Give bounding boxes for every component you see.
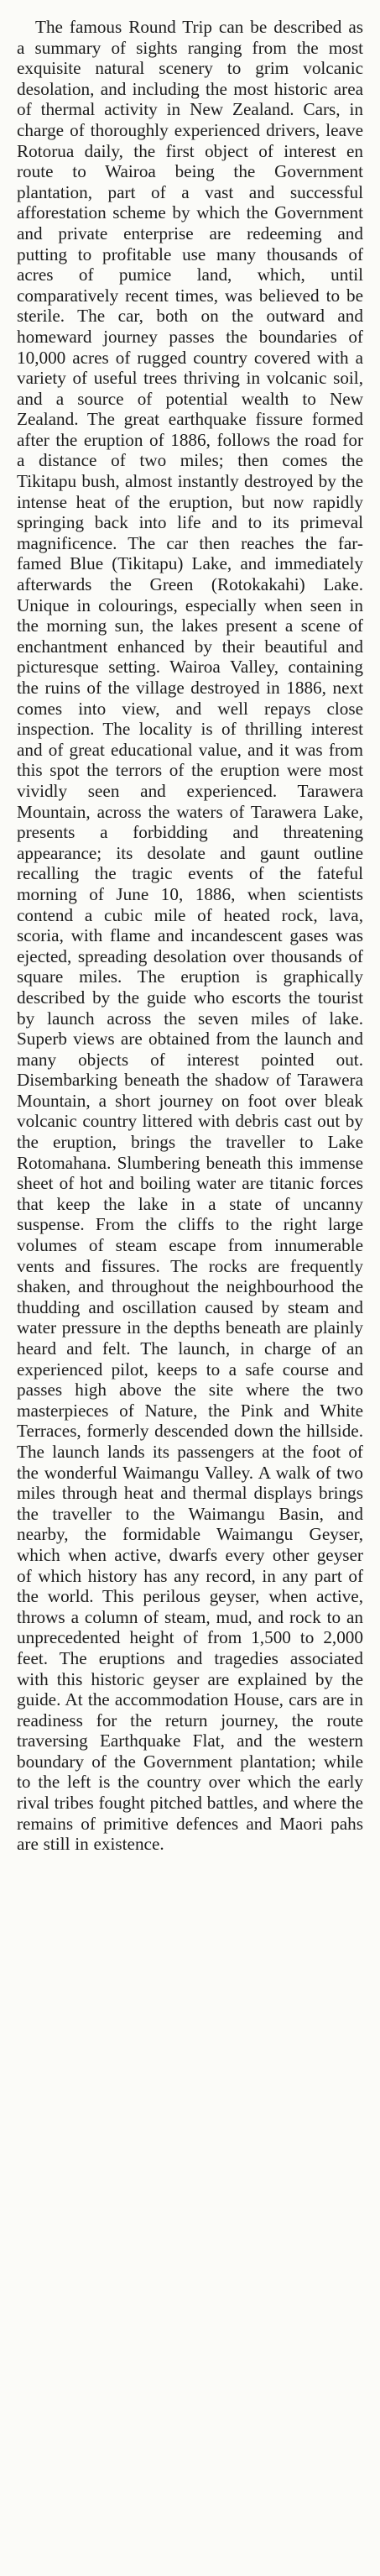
article-body: The famous Round Trip can be described as a summary of sights ranging from the most exquisite natural scenery to grim volcanic desolation, and including the most historic area of thermal activity in New Zealand. Cars, in charge of thoroughly experienced drivers, leave Rotorua daily, the first object of interest en route to Wairoa being the Government plantation, part of a vast and successful afforestation scheme by which the Government and private enterprise are redeeming and putting to profitable use many thousands of acres of pumice land, which, until comparatively recent times, was believed to be sterile. The car, both on the outward and homeward journey passes the boundaries of 10,000 acres of rugged country covered with a variety of useful trees thriving in volcanic soil, and a source of potential wealth to New Zealand. The great earthquake fissure formed after the eruption of 1886, follows the road for a distance of two miles; then comes the Tikitapu bush, almost instantly destroyed by the intense heat of the eruption, but now rapidly springing back into life and to its primeval magnificence. The car then reaches the far-famed Blue (Tikitapu) Lake, and immediately afterwards the Green (Rotokakahi) Lake. Unique in colourings, especially when seen in the morning sun, the lakes present a scene of enchantment enhanced by their beautiful and picturesque setting. Wairoa Valley, containing the ruins of the village destroyed in 1886, next comes into view, and well repays close inspection. The locality is of thrilling interest and of great educational value, and it was from this spot the terrors of the eruption were most vividly seen and experienced. Tarawera Mountain, across the waters of Tarawera Lake, presents a forbidding and threatening appearance; its desolate and gaunt outline recalling the tragic events of the fateful morning of June 10, 1886, when scientists contend a cubic mile of heated rock, lava, scoria, with flame and incandescent gases was ejected, spreading desolation over thousands of square miles. The eruption is graphically described by the guide who escorts the tourist by launch across the seven miles of lake. Superb views are obtained from the launch and many objects of interest pointed out. Disembarking beneath the shadow of Tarawera Mountain, a short journey on foot over bleak volcanic country littered with debris cast out by the eruption, brings the traveller to Lake Rotomahana. Slumbering beneath this immense sheet of hot and boiling water are titanic forces that keep the lake in a state of uncanny suspense. From the cliffs to the right large volumes of steam escape from innumerable vents and fissures. The rocks are frequently shaken, and throughout the neighbourhood the thudding and oscillation caused by steam and water pressure in the depths beneath are plainly heard and felt. The launch, in charge of an experienced pilot, keeps to a safe course and passes high above the site where the two masterpieces of Nature, the Pink and White Terraces, formerly descended down the hillside. The launch lands its passengers at the foot of the wonderful Waimangu Valley. A walk of two miles through heat and thermal displays brings the traveller to the Waimangu Basin, and nearby, the formidable Waimangu Geyser, which when active, dwarfs every other geyser of which history has any record, in any part of the world. This perilous geyser, when active, throws a column of steam, mud, and rock to an unprecedented height of from 1,500 to 2,000 feet. The eruptions and tragedies associated with this historic geyser are explained by the guide. At the accommodation House, cars are in readiness for the return journey, the route traversing Earthquake Flat, and the western boundary of the Government plantation; while to the left is the country over which the early rival tribes fought pitched battles, and where the remains of primitive defences and Maori pahs are still in existence. xyxy=(17,17,363,1855)
